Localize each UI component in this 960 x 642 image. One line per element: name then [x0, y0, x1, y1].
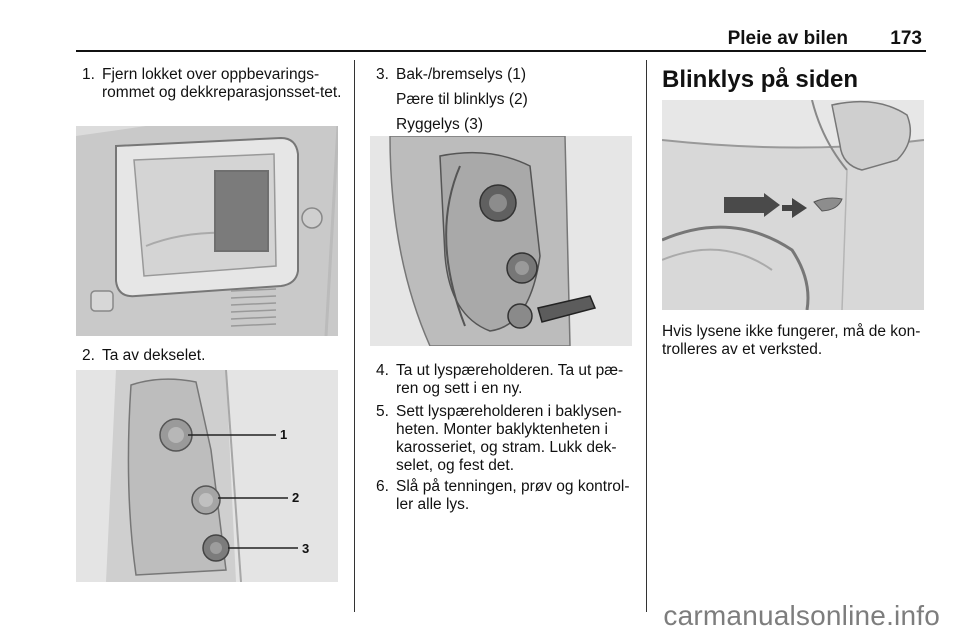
step-text: Fjern lokket over oppbevarings-rommet og dekkreparasjonsset-tet. [102, 66, 342, 101]
header-rule [76, 50, 926, 52]
step-5 [376, 403, 634, 475]
step-text: Bak-/bremselys (1) [396, 66, 527, 83]
step-3 [376, 66, 634, 134]
step-number: 2. [82, 347, 95, 364]
step-number: 3. [376, 66, 389, 83]
step-text: Sett lyspæreholderen i baklysen-heten. Monter baklyktenheten i karosseriet, og stram. Lukk dek-selet, og fest det. [396, 403, 622, 474]
step-2 [82, 347, 344, 365]
callout-1: 1 [280, 427, 288, 442]
step-text: Slå på tenningen, prøv og kontrol-ler alle lys. [396, 478, 630, 513]
bulb-label-reversing: Ryggelys (3) [396, 116, 483, 133]
bulb-label-turn-signal: Pære til blinklys (2) [396, 91, 528, 108]
step-number: 4. [376, 362, 389, 379]
step-number: 6. [376, 478, 389, 495]
figure-side-indicator [662, 100, 924, 310]
step-text: Ta ut lyspæreholderen. Ta ut pæ-ren og sett i en ny. [396, 362, 624, 397]
callout-3: 3 [302, 541, 310, 556]
step-4 [376, 362, 634, 398]
step-1 [82, 66, 344, 102]
column-divider-left [354, 60, 355, 612]
callout-2: 2 [292, 490, 300, 505]
body-paragraph: Hvis lysene ikke fungerer, må de kon-trolleres av et verksted. [662, 323, 921, 358]
page-header-title: Pleie av bilen [727, 28, 848, 49]
column-divider-right [646, 60, 647, 612]
figure-tail-light-bulbs [76, 370, 338, 582]
step-6 [376, 478, 634, 514]
figure-bulb-holder [370, 136, 632, 346]
step-number: 1. [82, 66, 95, 83]
step-number: 5. [376, 403, 389, 420]
step-text: Ta av dekselet. [102, 347, 206, 364]
page-number: 173 [890, 28, 922, 49]
watermark-text: carmanualsonline.info [663, 600, 940, 631]
section-heading: Blinklys på siden [662, 66, 859, 93]
figure-storage-compartment [76, 126, 338, 336]
